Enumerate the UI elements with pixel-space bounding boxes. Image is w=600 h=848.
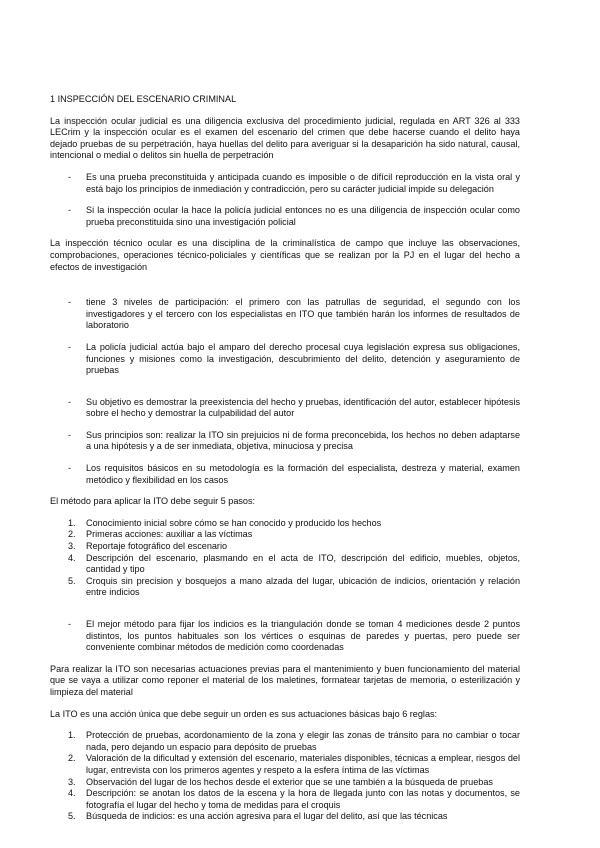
list-number: 1. <box>68 730 76 741</box>
list-item-text: Observación del lugar de los hechos desde el exterior que se une también a la búsqueda de pruebas <box>86 776 493 787</box>
list-item <box>50 730 520 753</box>
dash-bullet: - <box>68 341 72 352</box>
method-steps-list <box>50 518 520 599</box>
list-number: 3. <box>68 541 76 552</box>
dash-list-ito-features <box>50 297 520 486</box>
dash-list-triangulation <box>50 619 520 654</box>
list-item-text: El mejor método para fijar los indicios es la triangulación donde se toman 4 mediciones desde 2 puntos distintos, los puntos habituales son los vértices o esquinas de paredes y puertas, pero puede ser conveniente combinar métodos de medición como coordenadas <box>86 619 520 653</box>
previous-actions-paragraph: Para realizar la ITO son necesarias actuaciones previas para el mantenimiento y buen funcionamiento del material que se vaya a utilizar como reponer el material de los maletines, formatear tarjetas de memoria, o esterilización y limpieza del material <box>50 663 520 697</box>
list-number: 1. <box>68 517 76 528</box>
list-item-text: Es una prueba preconstituida y anticipada cuando es imposible o de difícil reproducción en la vista oral y está bajo los principios de inmediación y contradicción, pero su carácter judicial impide su delegación <box>86 171 520 194</box>
list-item-text: Valoración de la dificultad y extensión del escenario, materiales disponibles, técnicas a emplear, riesgos del lugar, entrevista con los primeros agentes y respeto a la esfera íntima de las víctimas <box>86 753 520 775</box>
list-item-text: Sus principios son: realizar la ITO sin prejuicios ni de forma preconcebida, los hechos no deben adaptarse a una hipótesis y a de ser inmediata, objetiva, minuciosa y precisa <box>86 429 520 452</box>
dash-bullet: - <box>68 429 72 440</box>
list-item-text: Descripción del escenario, plasmando en el acta de ITO, descripción del edificio, muebles, objetos, cantidad y tipo <box>86 552 520 575</box>
list-item-text: Croquis sin precision y bosquejos a mano alzada del lugar, ubicación de indicios, orientación y relación entre indicios <box>86 575 520 598</box>
document-page <box>50 94 520 833</box>
list-number: 2. <box>68 529 76 540</box>
list-item <box>50 463 520 486</box>
dash-bullet: - <box>68 396 72 407</box>
list-item <box>50 518 520 530</box>
list-number: 2. <box>68 753 76 764</box>
dash-bullet: - <box>68 463 72 474</box>
ito-definition-paragraph: La inspección técnico ocular es una disciplina de la criminalística de campo que incluye las observaciones, comprobaciones, operaciones técnico-policiales y científicas que se realizan por la PJ en el lugar del hecho a efectos de investigación <box>50 238 520 272</box>
dash-bullet: - <box>68 619 72 629</box>
list-number: 5. <box>68 575 76 586</box>
list-item-text: Reportaje fotográfico del escenario <box>86 541 228 552</box>
list-item-text: Su objetivo es demostrar la preexistencia del hecho y pruebas, identificación del autor, establecer hipótesis sobre el hecho y demostrar la culpabilidad del autor <box>86 396 520 419</box>
list-item <box>50 811 520 823</box>
list-item <box>50 297 520 332</box>
dash-list-inspection <box>50 172 520 228</box>
list-item <box>50 172 520 195</box>
list-item-text: Primeras acciones: auxiliar a las víctimas <box>86 529 253 540</box>
list-item-text: Los requisitos básicos en su metodología es la formación del especialista, destreza y material, examen metódico y flexibilidad en los casos <box>86 463 520 485</box>
list-number: 5. <box>68 811 76 822</box>
section-heading: 1 INSPECCIÓN DEL ESCENARIO CRIMINAL <box>50 94 237 104</box>
list-item <box>50 342 520 377</box>
list-item <box>50 788 520 811</box>
list-item <box>50 397 520 420</box>
list-item-text: Si la inspección ocular la hace la policía judicial entonces no es una diligencia de inspección ocular como prueba preconstituida sino una investigación policial <box>86 205 520 227</box>
dash-bullet: - <box>68 171 72 182</box>
dash-bullet: - <box>68 297 72 308</box>
list-number: 3. <box>68 776 76 787</box>
list-item <box>50 753 520 776</box>
rules-list <box>50 730 520 823</box>
list-item <box>50 430 520 453</box>
list-item-text: Protección de pruebas, acordonamiento de la zona y elegir las zonas de tránsito para no cambiar o tocar nada, pero dejando un espacio para depósito de pruebas <box>86 730 520 752</box>
list-item <box>50 205 520 228</box>
list-number: 4. <box>68 788 76 799</box>
list-item-text: Búsqueda de indicios: es una acción agresiva para el lugar del delito, así que las técnicas <box>86 811 448 822</box>
list-item-text: Conocimiento inicial sobre cómo se han conocido y producido los hechos <box>86 517 382 528</box>
dash-bullet: - <box>68 205 72 216</box>
list-item <box>50 576 520 599</box>
rules-intro: La ITO es una acción única que debe seguir un orden es sus actuaciones básicas bajo 6 reglas: <box>50 708 438 719</box>
list-item <box>50 541 520 553</box>
list-item <box>50 553 520 576</box>
list-item <box>50 529 520 541</box>
list-item-text: La policía judicial actúa bajo el amparo del derecho procesal cuya legislación expresa sus obligaciones, funciones y misiones como la investigación, descubrimiento del delito, detención y aseguramiento de pruebas <box>86 341 520 376</box>
list-item-text: Descripción: se anotan los datos de la escena y la hora de llegada junto con las notas y documentos, se fotografía el lugar del hecho y toma de medidas para el croquis <box>86 788 520 810</box>
method-intro: El método para aplicar la ITO debe seguir 5 pasos: <box>50 496 256 507</box>
list-item <box>50 777 520 789</box>
intro-paragraph: La inspección ocular judicial es una diligencia exclusiva del procedimiento judicial, regulada en ART 326 al 333 LECrim y la inspección ocular es el examen del escenario del crimen que debe hacerse cuando el delito haya dejado pruebas de su perpetración, haya huellas del delito para averiguar si la desaparición ha sido natural, causal, intencional o medial o delitos sin huella de perpetración <box>50 115 520 161</box>
list-item <box>50 619 520 654</box>
list-item-text: tiene 3 niveles de participación: el primero con las patrullas de seguridad, el segundo con los investigadores y el tercero con los especialistas en ITO que también harán los informes de resultados de laboratorio <box>86 297 520 331</box>
list-number: 4. <box>68 552 76 563</box>
